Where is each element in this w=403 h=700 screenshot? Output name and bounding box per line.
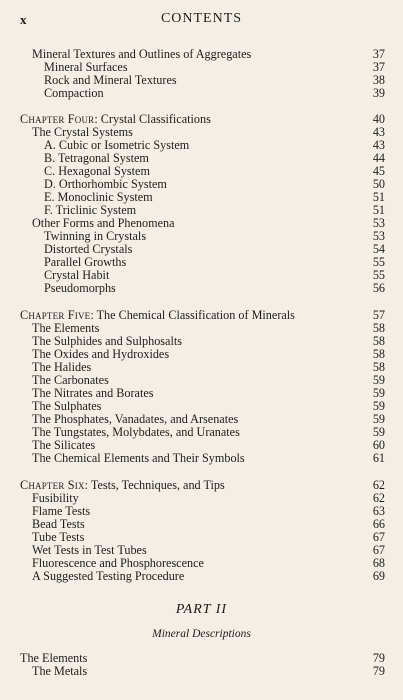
toc-page-number: 54 xyxy=(372,242,385,256)
toc-entry xyxy=(0,665,403,678)
toc-page-number: 68 xyxy=(372,556,385,570)
toc-entry-title: The Chemical Elements and Their Symbols xyxy=(32,451,245,465)
toc-entry-title: The Sulphates xyxy=(32,399,102,413)
toc-entry-title: Twinning in Crystals xyxy=(44,229,147,243)
page-number: x xyxy=(20,12,27,27)
toc-entry-title: B. Tetragonal System xyxy=(44,151,149,165)
toc-page-number: 55 xyxy=(372,268,385,282)
part-subtitle: Mineral Descriptions xyxy=(152,628,251,640)
toc-entry xyxy=(0,87,403,100)
toc-entry-title: Flame Tests xyxy=(32,504,91,518)
toc-entry xyxy=(0,282,403,295)
toc-entry-title: C. Hexagonal System xyxy=(44,164,150,178)
toc-page-number: 53 xyxy=(372,229,385,243)
toc-page-number: 43 xyxy=(372,138,385,152)
toc-entry-title: Fluorescence and Phosphorescence xyxy=(32,556,204,570)
toc-page-number: 37 xyxy=(372,47,385,61)
toc-page-number: 58 xyxy=(372,360,385,374)
toc-page-number: 38 xyxy=(372,73,385,87)
toc-page-number: 58 xyxy=(372,347,385,361)
toc-page-number: 50 xyxy=(372,177,385,191)
toc-page-number: 39 xyxy=(372,86,385,100)
toc-page-number: 59 xyxy=(372,386,385,400)
toc-entry-title: Parallel Growths xyxy=(44,255,127,269)
toc-page-number: 53 xyxy=(372,216,385,230)
chapter-title: Tests, Techniques, and Tips xyxy=(90,478,225,492)
toc-entry-title: Pseudomorphs xyxy=(44,281,116,295)
toc-entry-title: Chapter Six: Tests, Techniques, and Tips xyxy=(20,478,225,492)
toc-entry-title: Compaction xyxy=(44,86,104,100)
toc-page-number: 51 xyxy=(372,190,385,204)
toc-page-number: 59 xyxy=(372,373,385,387)
toc-entry-title: The Nitrates and Borates xyxy=(32,386,154,400)
toc-page-number: 61 xyxy=(372,451,385,465)
toc-entry xyxy=(0,452,403,465)
toc-entry-title: The Crystal Systems xyxy=(32,125,133,139)
toc-entry-title: Wet Tests in Test Tubes xyxy=(32,543,147,557)
toc-page-number: 51 xyxy=(372,203,385,217)
toc-page-number: 59 xyxy=(372,399,385,413)
toc-page-number: 62 xyxy=(372,478,385,492)
toc-entry-title: The Elements xyxy=(20,651,88,665)
chapter-title: Crystal Classifications xyxy=(100,112,211,126)
toc-entry-title: Mineral Textures and Outlines of Aggregates xyxy=(32,47,252,61)
toc-page-number: 40 xyxy=(372,112,385,126)
toc-entry-title: E. Monoclinic System xyxy=(44,190,153,204)
toc-entry-title: Other Forms and Phenomena xyxy=(32,216,175,230)
toc-entry-title: Rock and Mineral Textures xyxy=(44,73,177,87)
toc-page-number: 79 xyxy=(372,651,385,665)
toc-page-number: 62 xyxy=(372,491,385,505)
toc-entry-title: The Halides xyxy=(32,360,92,374)
toc-page-number: 58 xyxy=(372,334,385,348)
toc-entry-title: D. Orthorhombic System xyxy=(44,177,167,191)
toc-entry-title: Chapter Five: The Chemical Classification of Minerals xyxy=(20,308,295,322)
chapter-label: Chapter Five xyxy=(20,308,91,322)
toc-entry-title: F. Triclinic System xyxy=(44,203,137,217)
toc-entry-title: Crystal Habit xyxy=(44,268,110,282)
toc-page-number: 56 xyxy=(372,281,385,295)
chapter-label: Chapter Six xyxy=(20,478,85,492)
toc-entry-title: The Metals xyxy=(32,664,88,678)
toc-page-number: 63 xyxy=(372,504,385,518)
toc-page-number: 55 xyxy=(372,255,385,269)
toc-page-number: 58 xyxy=(372,321,385,335)
toc-entry-title: The Elements xyxy=(32,321,100,335)
toc-page-number: 45 xyxy=(372,164,385,178)
toc-entry-title: The Sulphides and Sulphosalts xyxy=(32,334,182,348)
toc-page-number: 67 xyxy=(372,530,385,544)
toc-entry-title: A Suggested Testing Procedure xyxy=(32,569,185,583)
toc-entry-title: Bead Tests xyxy=(32,517,85,531)
toc-page-number: 67 xyxy=(372,543,385,557)
toc-entry-title: The Phosphates, Vanadates, and Arsenates xyxy=(32,412,239,426)
toc-page-number: 57 xyxy=(372,308,385,322)
toc-page-number: 79 xyxy=(372,664,385,678)
toc-entry-title: The Silicates xyxy=(32,438,96,452)
page-header xyxy=(0,8,403,30)
toc-page-number: 60 xyxy=(372,438,385,452)
toc-page-number: 59 xyxy=(372,412,385,426)
toc-entry xyxy=(0,570,403,583)
toc-entry-title: Mineral Surfaces xyxy=(44,60,128,74)
toc-entry-title: Distorted Crystals xyxy=(44,242,133,256)
part-title: PART II xyxy=(175,602,228,617)
chapter-title: The Chemical Classification of Minerals xyxy=(96,308,295,322)
toc-entry-title: Fusibility xyxy=(32,491,79,505)
toc-entry-title: The Tungstates, Molybdates, and Uranates xyxy=(32,425,240,439)
toc-entry-title: The Carbonates xyxy=(32,373,109,387)
toc-page-number: 43 xyxy=(372,125,385,139)
toc-page-number: 37 xyxy=(372,60,385,74)
toc-page-number: 69 xyxy=(372,569,385,583)
toc-page-number: 66 xyxy=(372,517,385,531)
toc-page-number: 59 xyxy=(372,425,385,439)
toc-page-number: 44 xyxy=(372,151,385,165)
chapter-label: Chapter Four xyxy=(20,112,95,126)
page-title: CONTENTS xyxy=(160,11,243,26)
toc-entry-title: Tube Tests xyxy=(32,530,85,544)
toc-entry-title: A. Cubic or Isometric System xyxy=(44,138,190,152)
toc-entry-title: Chapter Four: Crystal Classifications xyxy=(20,112,211,126)
toc-entry-title: The Oxides and Hydroxides xyxy=(32,347,170,361)
